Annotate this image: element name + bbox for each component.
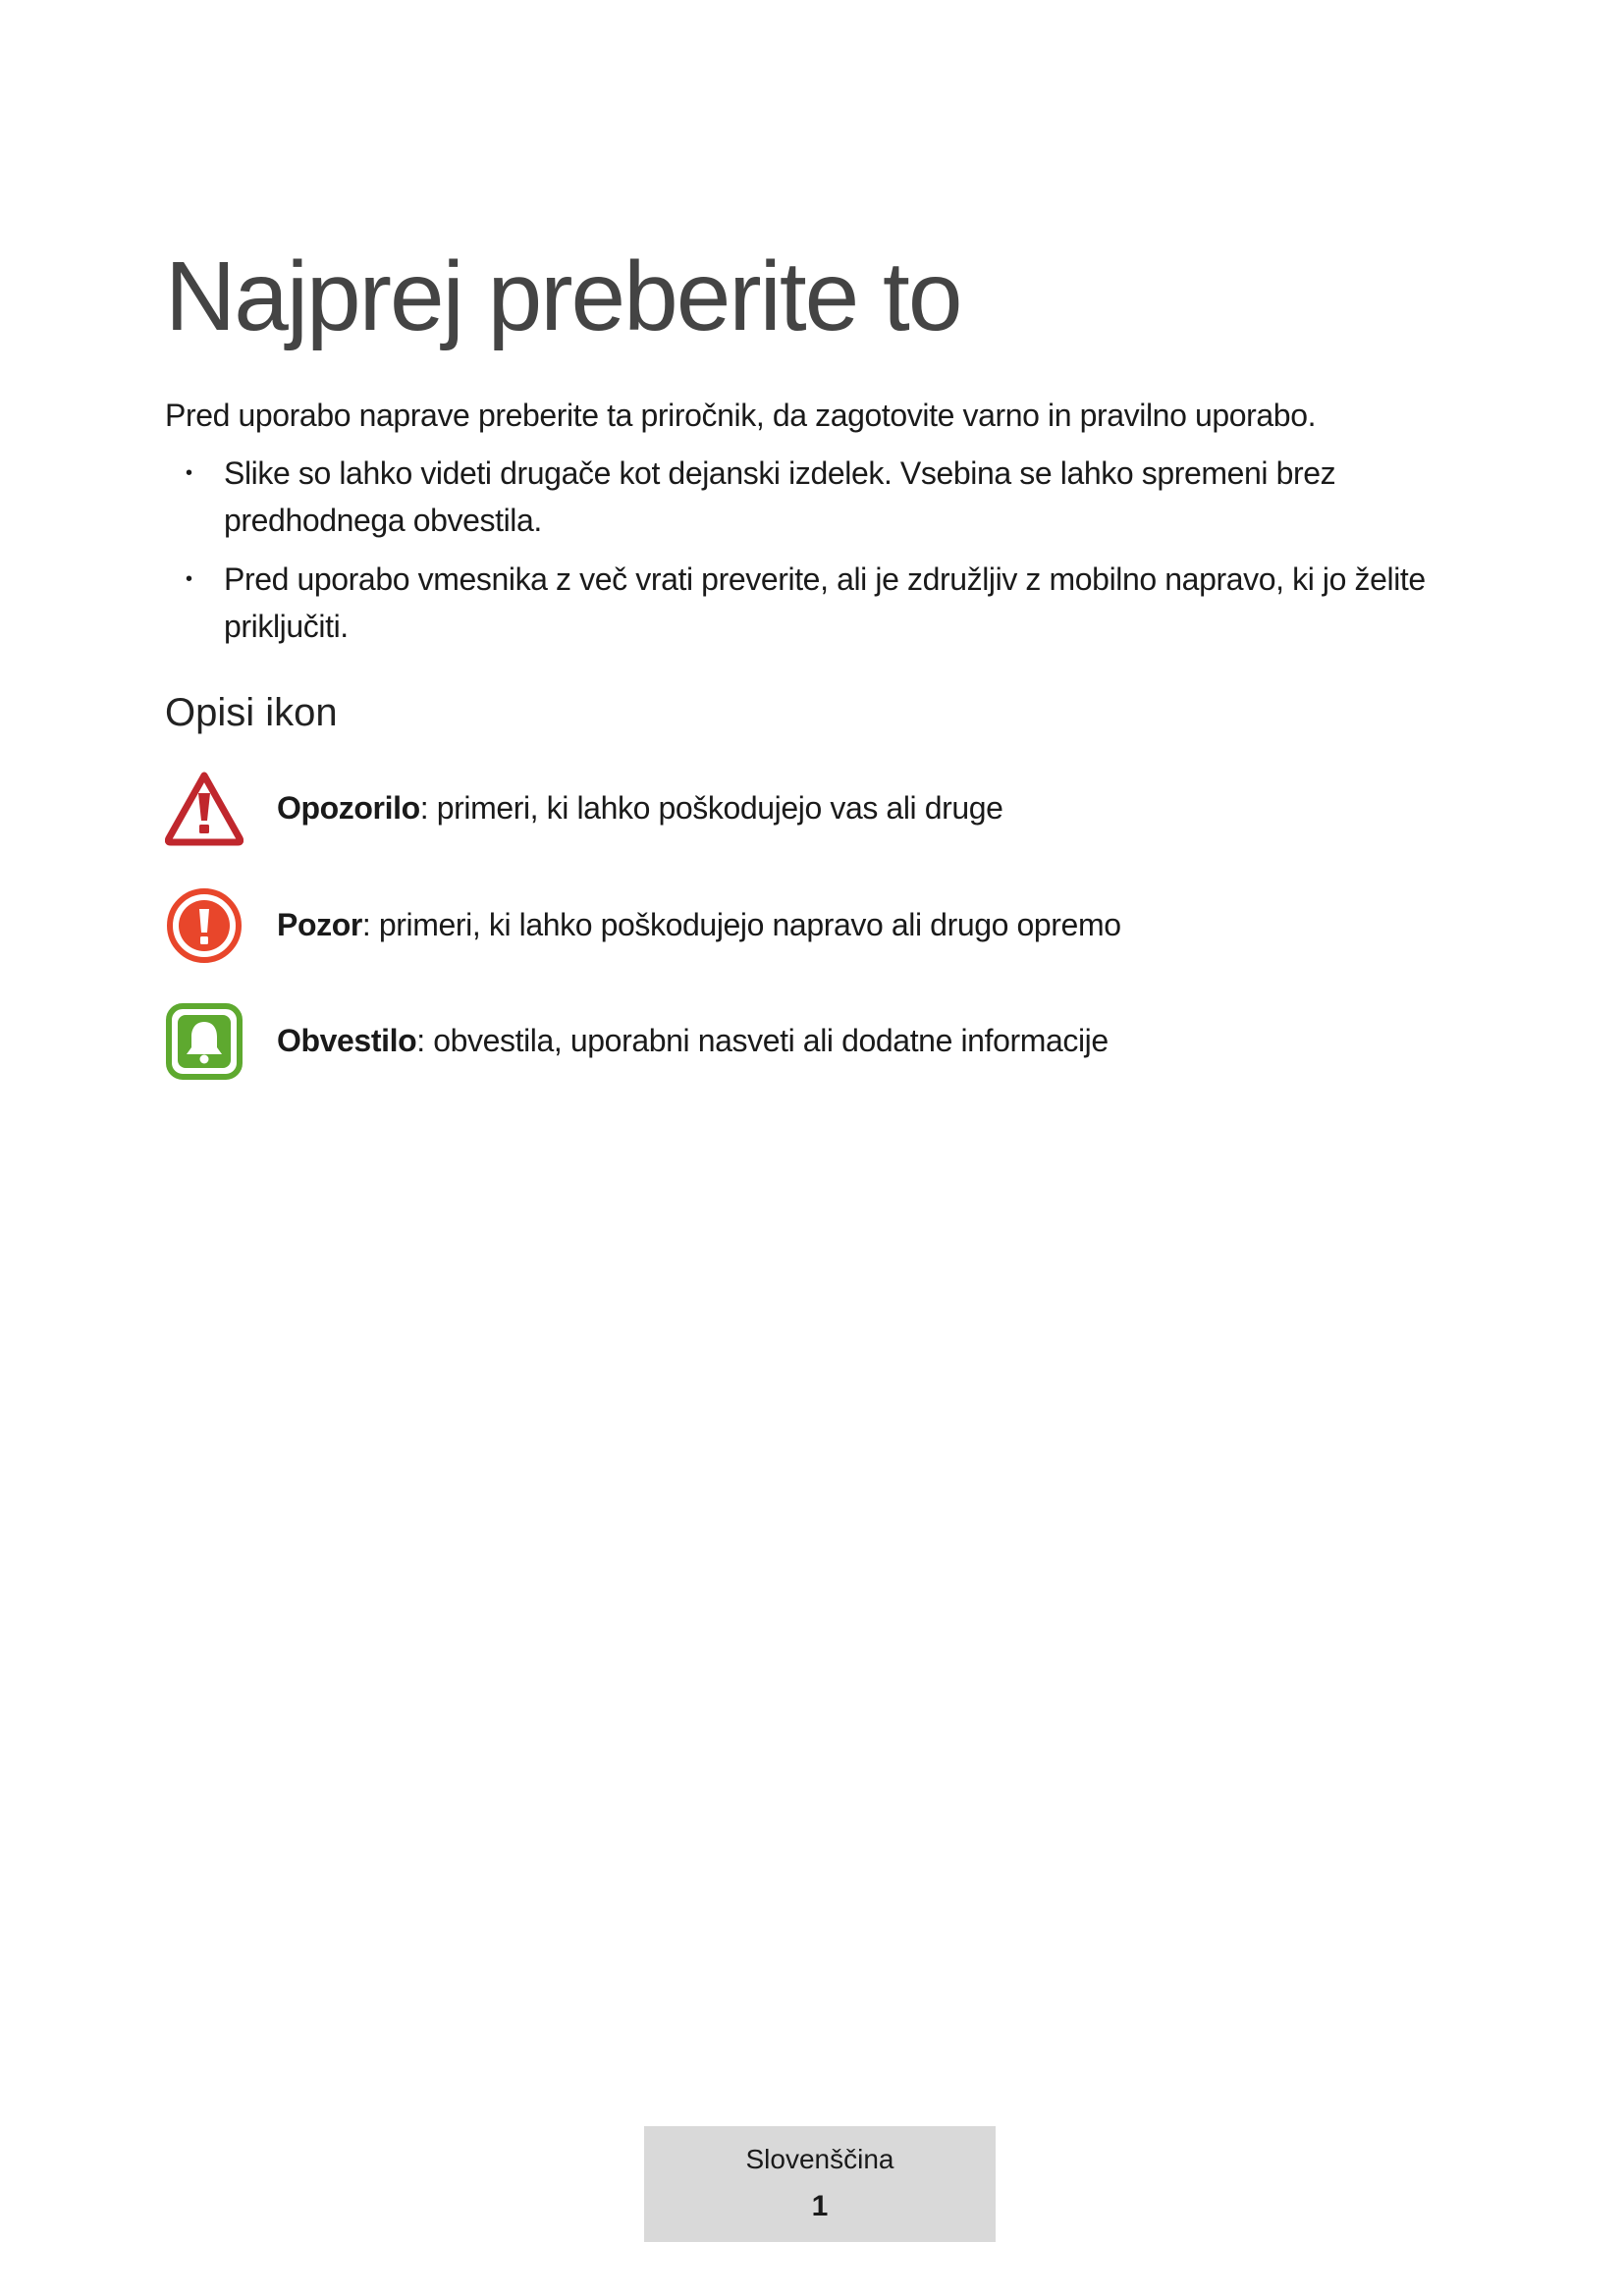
notice-bell-icon <box>165 1002 244 1081</box>
icon-description-notice <box>165 1002 1441 1081</box>
warning-triangle-icon <box>165 770 244 848</box>
footer-language: Slovenščina <box>745 2144 894 2174</box>
bullet-marker: • <box>186 462 192 484</box>
page-number: 1 <box>811 2190 829 2222</box>
list-item <box>165 556 1481 650</box>
icon-description-caution <box>165 886 1441 965</box>
icon-explanation: : obvestila, uporabni nasveti ali dodatne informacije <box>416 1023 1109 1058</box>
bullet-marker: • <box>186 568 192 590</box>
caution-circle-icon <box>165 886 244 965</box>
icon-description-warning <box>165 770 1441 848</box>
bullet-text: Slike so lahko videti drugače kot dejanski izdelek. Vsebina se lahko spremeni brez predhodnega obvestila. <box>224 455 1336 538</box>
icon-description-text <box>277 901 1121 948</box>
icon-term: Obvestilo <box>277 1023 417 1058</box>
intro-paragraph: Pred uporabo naprave preberite ta priročnik, da zagotovite varno in pravilno uporabo. <box>165 398 1317 433</box>
section-title: Opisi ikon <box>165 691 338 734</box>
page-title: Najprej preberite to <box>165 241 961 351</box>
icon-term: Opozorilo <box>277 790 420 826</box>
icon-description-text <box>277 1017 1109 1064</box>
icon-explanation: : primeri, ki lahko poškodujejo napravo ali drugo opremo <box>361 907 1121 942</box>
icon-explanation: : primeri, ki lahko poškodujejo vas ali druge <box>419 790 1003 826</box>
page-footer <box>644 2126 996 2242</box>
bullet-text: Pred uporabo vmesnika z več vrati preverite, ali je združljiv z mobilno napravo, ki jo želite priključiti. <box>224 561 1426 644</box>
icon-description-text <box>277 784 1003 831</box>
bullet-list <box>165 450 1481 662</box>
list-item <box>165 450 1481 544</box>
icon-term: Pozor <box>277 907 362 942</box>
